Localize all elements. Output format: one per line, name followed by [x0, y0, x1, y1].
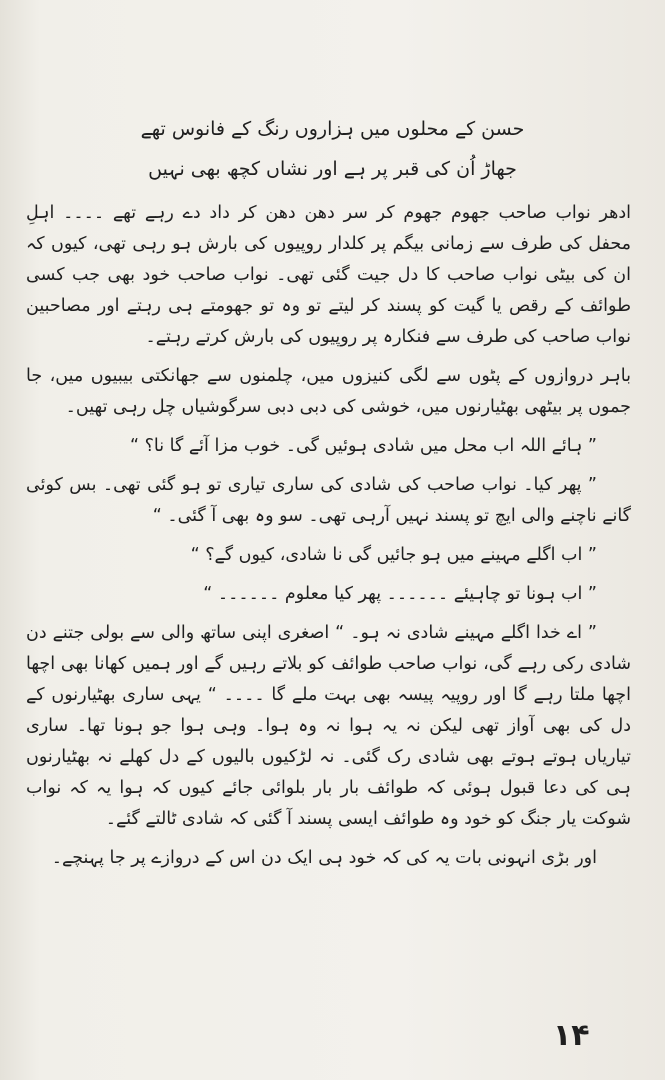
dialogue-line: ” اب اگلے مہینے میں ہو جائیں گی نا شادی، کیوں گے؟ “ — [190, 545, 597, 565]
dialogue-line: ” ہائے اللہ اب محل میں شادی ہوئیں گی۔ خوب مزا آئے گا نا؟ “ — [130, 436, 597, 456]
paragraph: ” اے خدا اگلے مہینے شادی نہ ہو۔ “ اصغری اپنی ساتھ والی سے بولی جتنے دن شادی رکی رہے گی، نواب صاحب طوائف کو بلاتے رہیں گے اور ہمیں کھانا بھی اچھا اچھا ملتا رہے گا اور روپیہ پیسہ بھی بہت ملے گا ۔۔۔۔ “ یہی ساری بھٹیارنوں کے دل کی بھی آواز تھی لیکن نہ یہ ہوا نہ وہ ہوا۔ وہی ہوا جو ہونا تھا۔ ساری تیاریاں ہوتے ہوتے بھی شادی رک گئی۔ نہ لڑکیوں بالیوں کے دل کھلے نہ بھٹیارنوں ہی کی دعا قبول ہوئی کہ طوائف بار بار بلوائی جائے کیوں کہ ہوا یہ کہ نواب شوکت یار جنگ کو خود وہ طوائف ایسی پسند آ گئی کہ شادی ٹالتے گئے۔ — [26, 623, 631, 829]
paragraph: اور بڑی انہونی بات یہ کی کہ خود ہی ایک دن اس کے دروازے پر جا پہنچے۔ — [51, 848, 597, 868]
dialogue-line: ” اب ہونا تو چاہیئے ۔۔۔۔۔۔ پھر کیا معلوم ۔۔۔۔۔۔ “ — [203, 584, 597, 604]
paragraph: باہر دروازوں کے پٹوں سے لگی کنیزوں میں، چلمنوں سے جھانکتی بیبیوں میں، جا جموں پر بیٹھی بھٹیارنوں میں، خوشی کی دبی دبی سرگوشیاں چل رہی تھیں۔ — [26, 366, 631, 417]
page-number: ١۴ — [553, 1018, 590, 1053]
couplet-line-2: جھاڑ اُن کی قبر پر ہے اور نشاں کچھ بھی نہیں — [148, 158, 517, 180]
couplet-line-1: حسن کے محلوں میں ہزاروں رنگ کے فانوس تھے — [140, 118, 525, 140]
dialogue-line: ” پھر کیا۔ نواب صاحب کی شادی کی ساری تیاری تو ہو گئی تھی۔ بس کوئی گانے ناچنے والی ایچ تو پسند نہیں آرہی تھی۔ سو وہ بھی آ گئی۔ “ — [26, 475, 631, 526]
paragraph: ادھر نواب صاحب جھوم جھوم کر سر دھن دھن کر داد دے رہے تھے ۔۔۔۔ اہلِ محفل کی طرف سے زمانی بیگم پر کلدار روپیوں کی بارش ہو رہی تھی، کیوں کہ ان کی بیٹی نواب صاحب کا دل جیت گئی تھی۔ نواب صاحب خود بھی جب کسی طوائف کے رقص یا گیت کو پسند کر لیتے تو وہ تو جھومتے ہی رہتے اور مصاحبین نواب صاحب کی طرف سے فنکارہ پر روپیوں کی بارش کرتے رہتے۔ — [26, 203, 631, 347]
body-text — [26, 198, 631, 882]
